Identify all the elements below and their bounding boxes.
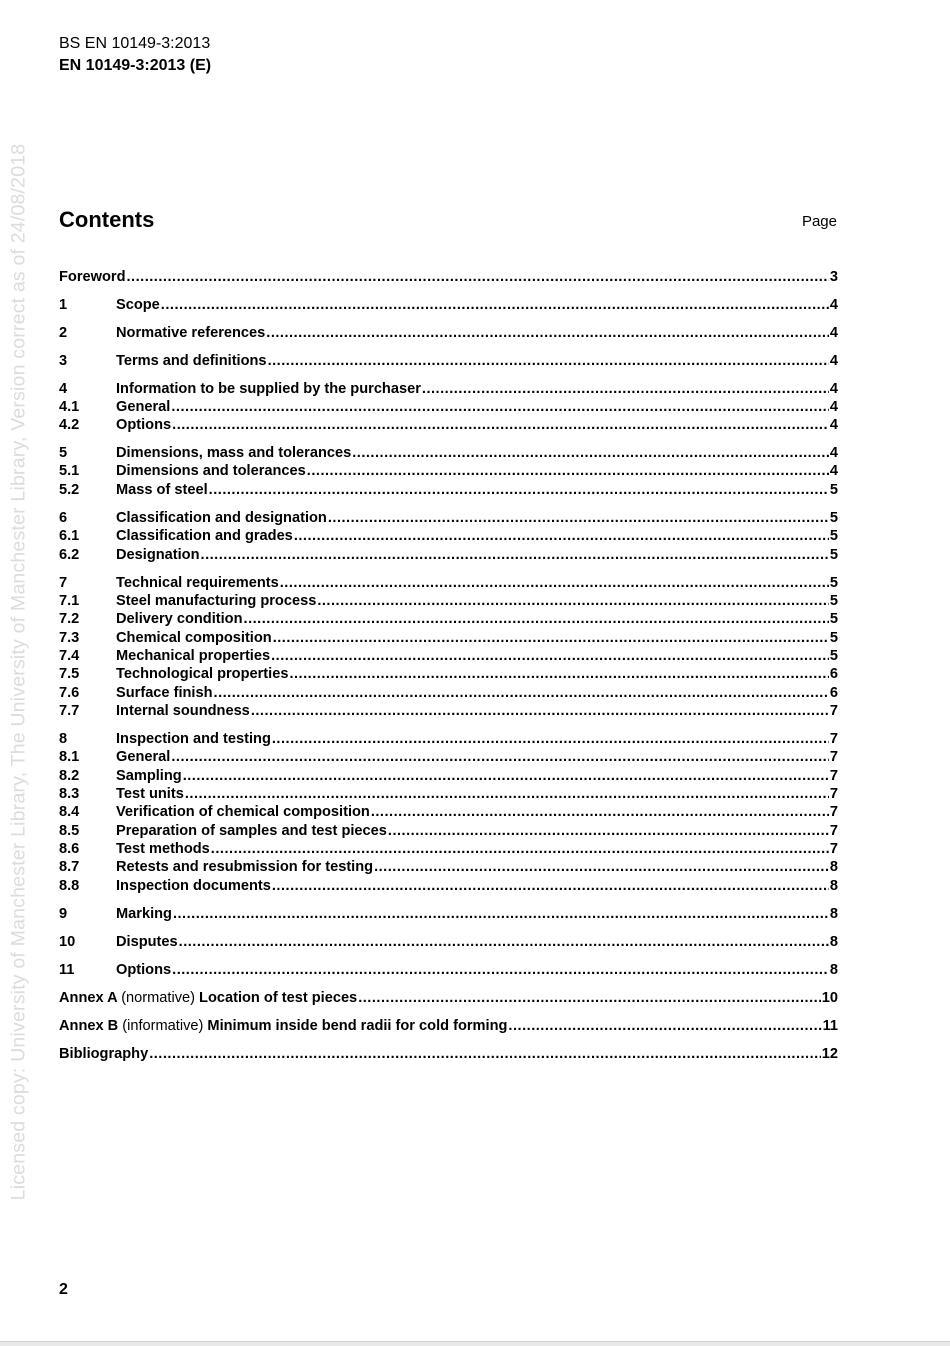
toc-entry-page: 7	[829, 841, 838, 857]
toc-entry-page: 4	[829, 297, 838, 313]
toc-entry-number: 5.1	[59, 463, 80, 479]
toc-leader-dots	[272, 877, 829, 895]
toc-entry-number: 10	[59, 934, 76, 950]
toc-entry[interactable]	[59, 352, 838, 370]
toc-entry[interactable]	[59, 840, 838, 858]
toc-entry-page: 8	[829, 962, 838, 978]
toc-entry-number: 8.5	[59, 823, 80, 839]
toc-entry-title: Bibliography	[59, 1046, 149, 1062]
toc-entry-title: Normative references	[116, 325, 266, 341]
toc-entry-number: 4	[59, 381, 68, 397]
toc-entry-title: Options	[116, 417, 172, 433]
toc-entry-title: Chemical composition	[116, 630, 272, 646]
toc-entry-page: 4	[829, 353, 838, 369]
toc-entry-number: 8.1	[59, 749, 80, 765]
toc-entry[interactable]	[59, 416, 838, 434]
toc-entry[interactable]	[59, 444, 838, 462]
toc-entry-title: Retests and resubmission for testing	[116, 859, 374, 875]
toc-leader-dots	[179, 933, 829, 951]
toc-entry-page: 3	[829, 269, 838, 285]
toc-entry-title: Internal soundness	[116, 703, 250, 719]
toc-entry-number: 7.5	[59, 666, 80, 682]
toc-entry-page: 10	[821, 990, 838, 1006]
toc-entry-page: 4	[829, 399, 838, 415]
toc-leader-dots	[422, 380, 829, 398]
toc-entry-title: Options	[116, 962, 172, 978]
table-of-contents	[59, 0, 838, 1100]
toc-entry-title: Delivery condition	[116, 611, 243, 627]
toc-entry-page: 5	[829, 648, 838, 664]
toc-entry-page: 7	[829, 703, 838, 719]
toc-leader-dots	[126, 268, 828, 286]
toc-entry-title: General	[116, 749, 171, 765]
toc-entry-title: Designation	[116, 547, 200, 563]
toc-entry-page: 7	[829, 786, 838, 802]
toc-entry[interactable]	[59, 481, 838, 499]
toc-entry-number: 6.2	[59, 547, 80, 563]
toc-leader-dots	[173, 905, 829, 923]
toc-entry-title: Test methods	[116, 841, 210, 857]
toc-entry-title: Dimensions, mass and tolerances	[116, 445, 352, 461]
toc-entry-title: Inspection documents	[116, 878, 271, 894]
toc-leader-dots	[211, 840, 829, 858]
toc-entry-page: 5	[829, 611, 838, 627]
toc-leader-dots	[358, 989, 821, 1007]
toc-entry[interactable]	[59, 702, 838, 720]
annex-type: (informative)	[122, 1018, 204, 1034]
toc-entry[interactable]	[59, 527, 838, 545]
toc-entry[interactable]	[59, 877, 838, 895]
toc-entry-page: 7	[829, 731, 838, 747]
toc-leader-dots	[244, 610, 829, 628]
toc-entry-number: 7.3	[59, 630, 80, 646]
toc-entry-number: 8.7	[59, 859, 80, 875]
toc-entry-title: Technical requirements	[116, 575, 279, 591]
toc-entry[interactable]	[59, 324, 838, 342]
toc-entry[interactable]	[59, 803, 838, 821]
toc-leader-dots	[171, 398, 829, 416]
toc-entry-title: Surface finish	[116, 685, 213, 701]
toc-leader-dots	[214, 684, 829, 702]
toc-entry-page: 7	[829, 804, 838, 820]
toc-entry-title: Foreword	[59, 269, 126, 285]
toc-entry-title: Verification of chemical composition	[116, 804, 370, 820]
toc-leader-dots	[289, 665, 828, 683]
toc-entry-number: 7	[59, 575, 68, 591]
toc-leader-dots	[388, 822, 829, 840]
toc-leader-dots	[171, 748, 829, 766]
toc-entry[interactable]	[59, 905, 838, 923]
toc-entry[interactable]	[59, 665, 838, 683]
toc-entry-number: 8.4	[59, 804, 80, 820]
toc-entry[interactable]	[59, 610, 838, 628]
toc-entry[interactable]	[59, 296, 838, 314]
toc-entry[interactable]	[59, 629, 838, 647]
license-watermark: Licensed copy: University of Manchester Library, The University of Manchester Library, Version correct as of 24/08/2018	[7, 143, 30, 1201]
toc-entry[interactable]	[59, 509, 838, 527]
toc-entry-page: 7	[829, 823, 838, 839]
toc-entry-title: Information to be supplied by the purchaser	[116, 381, 421, 397]
toc-entry-number: 4.2	[59, 417, 80, 433]
toc-entry-number: 7.2	[59, 611, 80, 627]
toc-entry[interactable]	[59, 592, 838, 610]
toc-leader-dots	[172, 416, 829, 434]
toc-entry-title: Inspection and testing	[116, 731, 271, 747]
toc-entry-title: Technological properties	[116, 666, 289, 682]
header-standard-en: EN 10149-3:2013 (E)	[59, 57, 212, 74]
toc-leader-dots	[352, 444, 829, 462]
toc-leader-dots	[266, 324, 829, 342]
page-number: 2	[59, 1281, 68, 1298]
toc-leader-dots	[185, 785, 829, 803]
toc-entry-page: 7	[829, 749, 838, 765]
toc-entry-title: Scope	[116, 297, 160, 313]
toc-entry[interactable]	[59, 546, 838, 564]
toc-leader-dots	[374, 858, 829, 876]
toc-entry-page: 5	[829, 593, 838, 609]
toc-leader-dots	[268, 352, 829, 370]
toc-entry-title: Marking	[116, 906, 172, 922]
toc-entry-number: 8.2	[59, 768, 80, 784]
toc-entry-page: 8	[829, 934, 838, 950]
toc-entry-number: 3	[59, 353, 68, 369]
toc-entry-title: Classification and grades	[116, 528, 293, 544]
toc-annex-heading	[59, 989, 357, 1007]
toc-entry-number: 5.2	[59, 482, 80, 498]
toc-annex-heading	[59, 1017, 507, 1035]
toc-leader-dots	[273, 629, 829, 647]
toc-entry[interactable]	[59, 730, 838, 748]
toc-entry-page: 4	[829, 325, 838, 341]
toc-leader-dots	[317, 592, 829, 610]
toc-entry-number: 9	[59, 906, 68, 922]
toc-entry[interactable]	[59, 858, 838, 876]
toc-leader-dots	[161, 296, 829, 314]
toc-entry-page: 4	[829, 463, 838, 479]
toc-entry-number: 1	[59, 297, 68, 313]
toc-entry-number: 4.1	[59, 399, 80, 415]
annex-title: Minimum inside bend radii for cold forming	[207, 1018, 508, 1034]
toc-entry-page: 7	[829, 768, 838, 784]
toc-entry-page: 6	[829, 685, 838, 701]
header-standard-bs: BS EN 10149-3:2013	[59, 35, 211, 52]
toc-entry-title: Steel manufacturing process	[116, 593, 317, 609]
toc-entry-page: 4	[829, 417, 838, 433]
toc-entry-page: 8	[829, 859, 838, 875]
contents-heading: Contents	[59, 207, 155, 232]
toc-entry[interactable]	[59, 684, 838, 702]
toc-entry-page: 11	[822, 1018, 838, 1034]
toc-entry-page: 4	[829, 445, 838, 461]
page-bottom-edge	[0, 1341, 950, 1346]
toc-entry[interactable]	[59, 380, 838, 398]
toc-entry-number: 8.6	[59, 841, 80, 857]
toc-leader-dots	[508, 1017, 821, 1035]
toc-leader-dots	[280, 574, 829, 592]
toc-entry-page: 6	[829, 666, 838, 682]
toc-entry-page: 5	[829, 482, 838, 498]
toc-entry-page: 12	[821, 1046, 838, 1062]
toc-entry-number: 7.4	[59, 648, 80, 664]
toc-entry-title: Sampling	[116, 768, 182, 784]
toc-entry-title: Test units	[116, 786, 184, 802]
toc-entry-annex-b[interactable]	[59, 1017, 838, 1035]
toc-entry-number: 8.3	[59, 786, 80, 802]
toc-entry-page: 4	[829, 381, 838, 397]
toc-entry-annex-a[interactable]	[59, 989, 838, 1007]
toc-entry[interactable]	[59, 398, 838, 416]
annex-label: Annex B	[59, 1018, 119, 1034]
toc-entry-number: 8	[59, 731, 68, 747]
annex-title: Location of test pieces	[199, 990, 358, 1006]
toc-leader-dots	[328, 509, 829, 527]
toc-entry-page: 5	[829, 547, 838, 563]
toc-entry-title: Terms and definitions	[116, 353, 267, 369]
toc-leader-dots	[251, 702, 829, 720]
toc-leader-dots	[307, 462, 829, 480]
toc-leader-dots	[371, 803, 829, 821]
toc-entry[interactable]	[59, 785, 838, 803]
toc-entry-number: 2	[59, 325, 68, 341]
toc-entry-number: 7.6	[59, 685, 80, 701]
toc-entry[interactable]	[59, 767, 838, 785]
toc-entry-title: Mass of steel	[116, 482, 208, 498]
toc-leader-dots	[271, 647, 829, 665]
toc-entry-number: 6	[59, 510, 68, 526]
toc-leader-dots	[272, 730, 829, 748]
toc-leader-dots	[172, 961, 829, 979]
toc-entry-number: 5	[59, 445, 68, 461]
toc-entry-number: 7.1	[59, 593, 80, 609]
toc-entry-number: 7.7	[59, 703, 80, 719]
toc-entry-foreword[interactable]	[59, 268, 838, 286]
toc-entry-page: 8	[829, 878, 838, 894]
page-column-label: Page	[801, 213, 837, 230]
toc-entry-number: 8.8	[59, 878, 80, 894]
toc-entry[interactable]	[59, 822, 838, 840]
toc-entry-title: Dimensions and tolerances	[116, 463, 306, 479]
toc-leader-dots	[209, 481, 829, 499]
toc-entry-title: General	[116, 399, 171, 415]
toc-entry[interactable]	[59, 574, 838, 592]
toc-leader-dots	[149, 1045, 821, 1063]
toc-entry[interactable]	[59, 748, 838, 766]
toc-entry-page: 8	[829, 906, 838, 922]
toc-entry[interactable]	[59, 933, 838, 951]
toc-entry[interactable]	[59, 961, 838, 979]
annex-type: (normative)	[121, 990, 195, 1006]
toc-entry-page: 5	[829, 630, 838, 646]
toc-entry-page: 5	[829, 575, 838, 591]
toc-entry-title: Disputes	[116, 934, 178, 950]
toc-leader-dots	[183, 767, 829, 785]
annex-label: Annex A	[59, 990, 118, 1006]
toc-entry[interactable]	[59, 647, 838, 665]
toc-entry-title: Mechanical properties	[116, 648, 271, 664]
toc-entry-page: 5	[829, 528, 838, 544]
toc-entry-number: 6.1	[59, 528, 80, 544]
toc-entry-bibliography[interactable]	[59, 1045, 838, 1063]
toc-entry[interactable]	[59, 462, 838, 480]
toc-entry-title: Preparation of samples and test pieces	[116, 823, 387, 839]
toc-entry-number: 11	[59, 962, 75, 978]
toc-leader-dots	[201, 546, 829, 564]
toc-leader-dots	[294, 527, 829, 545]
toc-entry-title: Classification and designation	[116, 510, 327, 526]
toc-entry-page: 5	[829, 510, 838, 526]
